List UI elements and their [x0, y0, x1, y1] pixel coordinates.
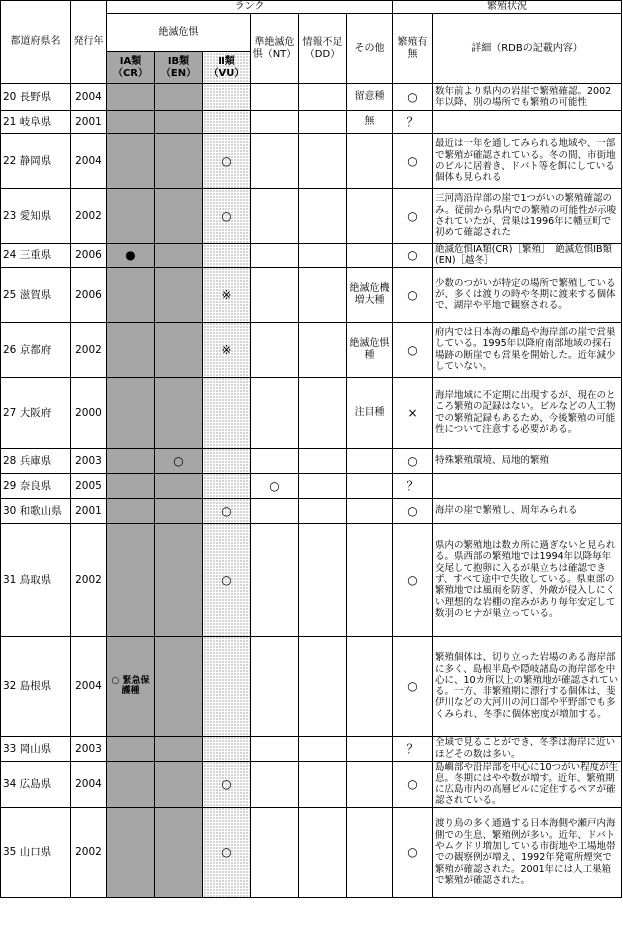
- header-zetsumetsu: 絶滅危惧: [107, 14, 251, 52]
- other-cell: [347, 189, 393, 244]
- ii-cell: [203, 736, 251, 761]
- breeding-cell: ○: [393, 761, 433, 807]
- breeding-cell: ○: [393, 523, 433, 636]
- table-row: [1, 244, 622, 268]
- pref-cell: 28 兵庫県: [1, 448, 71, 473]
- ia-cell: [107, 448, 155, 473]
- table-row: [1, 267, 622, 322]
- detail-cell: 少数のつがいが特定の場所で繁殖しているが、多くは渡りの時や冬期に渡来する個体で、湖岸や平地で観察される。: [433, 267, 622, 322]
- other-cell: [347, 473, 393, 498]
- nt-cell: [251, 267, 299, 322]
- ii-cell: [203, 636, 251, 736]
- ii-cell: [203, 448, 251, 473]
- header-ib-code: （EN）: [160, 67, 197, 79]
- year-cell: 2002: [71, 523, 107, 636]
- header-nt: 準絶滅危惧（NT）: [251, 14, 299, 84]
- dd-cell: [299, 322, 347, 377]
- ii-cell: ○: [203, 761, 251, 807]
- year-cell: 2004: [71, 761, 107, 807]
- ib-cell: [155, 322, 203, 377]
- header-breeding: 繁殖状況: [393, 1, 622, 14]
- pref-cell: 35 山口県: [1, 807, 71, 897]
- table-row: [1, 473, 622, 498]
- breeding-cell: ○: [393, 448, 433, 473]
- table-row: [1, 636, 622, 736]
- table-row: [1, 448, 622, 473]
- ia-cell: [107, 498, 155, 523]
- nt-cell: [251, 189, 299, 244]
- pref-cell: 25 滋賀県: [1, 267, 71, 322]
- year-cell: 2000: [71, 377, 107, 448]
- breeding-cell: ○: [393, 636, 433, 736]
- detail-cell: [433, 473, 622, 498]
- other-cell: 絶滅危惧種: [347, 322, 393, 377]
- year-cell: 2004: [71, 84, 107, 111]
- header-rank: ランク: [107, 1, 393, 14]
- year-cell: 2006: [71, 267, 107, 322]
- ib-cell: [155, 111, 203, 134]
- ia-cell: [107, 111, 155, 134]
- ib-cell: ○: [155, 448, 203, 473]
- nt-cell: [251, 448, 299, 473]
- year-cell: 2001: [71, 111, 107, 134]
- year-cell: 2003: [71, 736, 107, 761]
- year-cell: 2002: [71, 807, 107, 897]
- detail-cell: 最近は一年を通してみられる地域や、一部で繁殖が確認されている。冬の間、市街地のビルに居着き、ドバト等を餌にしている個体も見られる: [433, 134, 622, 189]
- other-cell: [347, 244, 393, 268]
- table-body: [1, 84, 622, 898]
- table-row: [1, 189, 622, 244]
- dd-cell: [299, 267, 347, 322]
- dd-cell: [299, 523, 347, 636]
- detail-cell: 海岸の崖で繁殖し、周年みられる: [433, 498, 622, 523]
- ib-cell: [155, 244, 203, 268]
- ib-cell: [155, 84, 203, 111]
- ia-cell: [107, 377, 155, 448]
- ia-cell: [107, 807, 155, 897]
- breeding-cell: ？: [393, 473, 433, 498]
- table-row: [1, 377, 622, 448]
- nt-cell: ○: [251, 473, 299, 498]
- nt-cell: [251, 134, 299, 189]
- other-cell: [347, 636, 393, 736]
- ia-cell: [107, 736, 155, 761]
- pref-cell: 23 愛知県: [1, 189, 71, 244]
- year-cell: 2004: [71, 134, 107, 189]
- dd-cell: [299, 244, 347, 268]
- pref-cell: 20 長野県: [1, 84, 71, 111]
- ia-cell: [107, 473, 155, 498]
- nt-cell: [251, 84, 299, 111]
- dd-cell: [299, 377, 347, 448]
- nt-cell: [251, 244, 299, 268]
- ii-cell: ※: [203, 322, 251, 377]
- other-cell: 絶滅危機増大種: [347, 267, 393, 322]
- dd-cell: [299, 448, 347, 473]
- other-cell: 留意種: [347, 84, 393, 111]
- header-year: 発行年: [71, 1, 107, 84]
- ii-cell: [203, 244, 251, 268]
- other-cell: [347, 134, 393, 189]
- table-row: [1, 761, 622, 807]
- ia-cell: [107, 761, 155, 807]
- detail-cell: [433, 111, 622, 134]
- pref-cell: 33 岡山県: [1, 736, 71, 761]
- dd-cell: [299, 498, 347, 523]
- ii-cell: ○: [203, 807, 251, 897]
- breeding-cell: ？: [393, 111, 433, 134]
- pref-cell: 31 鳥取県: [1, 523, 71, 636]
- ib-cell: [155, 498, 203, 523]
- detail-cell: 島嶼部や沿岸部を中心に10つがい程度が生息。冬期にはやや数が増す。近年、繁殖期に広島市内の高層ビルに定住するペアが確認されている。: [433, 761, 622, 807]
- breeding-cell: ○: [393, 244, 433, 268]
- dd-cell: [299, 189, 347, 244]
- detail-cell: 数年前より県内の岩崖で繁殖確認。2002年以降、別の場所でも繁殖の可能性: [433, 84, 622, 111]
- year-cell: 2005: [71, 473, 107, 498]
- ii-cell: ○: [203, 134, 251, 189]
- dd-cell: [299, 761, 347, 807]
- nt-cell: [251, 736, 299, 761]
- breeding-cell: ？: [393, 736, 433, 761]
- nt-cell: [251, 498, 299, 523]
- breeding-cell: ○: [393, 807, 433, 897]
- ib-cell: [155, 636, 203, 736]
- ia-cell: [107, 189, 155, 244]
- breeding-cell: ○: [393, 134, 433, 189]
- ia-cell: ●: [107, 244, 155, 268]
- dd-cell: [299, 111, 347, 134]
- year-cell: 2006: [71, 244, 107, 268]
- header-ia-label: ⅠA類: [119, 55, 142, 67]
- ib-cell: [155, 473, 203, 498]
- pref-cell: 32 島根県: [1, 636, 71, 736]
- header-other: その他: [347, 14, 393, 84]
- header-ia-code: （CR）: [112, 67, 149, 79]
- year-cell: 2003: [71, 448, 107, 473]
- ia-cell: [107, 636, 155, 736]
- ib-cell: [155, 761, 203, 807]
- detail-cell: 府内では日本海の離島や海岸部の崖で営巣している。1995年以降府南部地域の採石場跡の断崖でも営巣を開始した。近年減少していない。: [433, 322, 622, 377]
- ib-cell: [155, 134, 203, 189]
- ia-cell: [107, 322, 155, 377]
- detail-cell: 三河湾沿岸部の崖で1つがいの繁殖確認のみ。従前から県内での繁殖の可能性が示唆されていたが、営巣は1996年に幡豆町で初めて確認された: [433, 189, 622, 244]
- ii-cell: ※: [203, 267, 251, 322]
- other-cell: 注目種: [347, 377, 393, 448]
- year-cell: 2001: [71, 498, 107, 523]
- pref-cell: 34 広島県: [1, 761, 71, 807]
- detail-cell: 絶滅危惧IA類(CR)［繁殖］ 絶滅危惧IB類(EN)［越冬］: [433, 244, 622, 268]
- header-ib-label: ⅠB類: [167, 55, 190, 67]
- ib-cell: [155, 267, 203, 322]
- other-cell: [347, 736, 393, 761]
- ia-cell: [107, 84, 155, 111]
- ii-cell: ○: [203, 498, 251, 523]
- pref-cell: 30 和歌山県: [1, 498, 71, 523]
- header-ib: [155, 52, 203, 84]
- nt-cell: [251, 523, 299, 636]
- nt-cell: [251, 377, 299, 448]
- dd-cell: [299, 473, 347, 498]
- pref-cell: 22 静岡県: [1, 134, 71, 189]
- breeding-cell: ○: [393, 498, 433, 523]
- other-cell: [347, 448, 393, 473]
- breeding-cell: ○: [393, 84, 433, 111]
- breeding-cell: ×: [393, 377, 433, 448]
- dd-cell: [299, 84, 347, 111]
- other-cell: [347, 761, 393, 807]
- header-ia: [107, 52, 155, 84]
- header-ii: [203, 52, 251, 84]
- year-cell: 2002: [71, 189, 107, 244]
- nt-cell: [251, 761, 299, 807]
- ia-cell: [107, 267, 155, 322]
- header-dd: 情報不足（DD）: [299, 14, 347, 84]
- pref-cell: 21 岐阜県: [1, 111, 71, 134]
- ia-cell: [107, 523, 155, 636]
- urgent-protection-label: ○ 緊急保護種: [111, 676, 150, 697]
- ii-cell: [203, 111, 251, 134]
- table-row: [1, 736, 622, 761]
- other-cell: [347, 523, 393, 636]
- table-row: [1, 322, 622, 377]
- dd-cell: [299, 807, 347, 897]
- year-cell: 2004: [71, 636, 107, 736]
- table-row: [1, 498, 622, 523]
- other-cell: 無: [347, 111, 393, 134]
- dd-cell: [299, 736, 347, 761]
- detail-cell: 渡り鳥の多く通過する日本海側や瀬戸内海側での生息、繁殖例が多い。近年、ドバトやムクドリ増加している市街地や工場地帯での観察例が増え、1992年発電所煙突で繁殖が確認された。2001年には人工巣箱で繁殖が確認された。: [433, 807, 622, 897]
- ii-cell: [203, 377, 251, 448]
- detail-cell: 海岸地域に不定期に出現するが、現在のところ繁殖の記録はない。ビルなどの人工物での繁殖記録もあるため、今後繁殖の可能性について注意する必要がある。: [433, 377, 622, 448]
- ib-cell: [155, 189, 203, 244]
- ib-cell: [155, 523, 203, 636]
- ib-cell: [155, 377, 203, 448]
- header-detail: 詳細（RDBの記載内容）: [433, 14, 622, 84]
- dd-cell: [299, 134, 347, 189]
- table-row: [1, 523, 622, 636]
- detail-cell: 繁殖個体は、切り立った岩場のある海岸部に多く、島根半島や隠岐諸島の海岸部を中心に、10カ所以上の繁殖地が確認されている。一方、非繁殖期に漂行する個体は、斐伊川などの大河川の河口部や平野部でも多くみられ、冬季に個体密度が増加する。: [433, 636, 622, 736]
- detail-cell: 特殊繁殖環境、局地的繁殖: [433, 448, 622, 473]
- other-cell: [347, 807, 393, 897]
- ii-cell: ○: [203, 189, 251, 244]
- ia-cell: [107, 134, 155, 189]
- pref-cell: 29 奈良県: [1, 473, 71, 498]
- pref-cell: 26 京都府: [1, 322, 71, 377]
- table-row: [1, 134, 622, 189]
- header-pref: 都道府県名: [1, 1, 71, 84]
- ib-cell: [155, 807, 203, 897]
- ii-cell: ○: [203, 523, 251, 636]
- nt-cell: [251, 636, 299, 736]
- pref-cell: 24 三重県: [1, 244, 71, 268]
- nt-cell: [251, 111, 299, 134]
- ii-cell: [203, 84, 251, 111]
- year-cell: 2002: [71, 322, 107, 377]
- breeding-cell: ○: [393, 267, 433, 322]
- table-row: [1, 111, 622, 134]
- table-row: [1, 807, 622, 897]
- nt-cell: [251, 807, 299, 897]
- breeding-cell: ○: [393, 189, 433, 244]
- breeding-cell: ○: [393, 322, 433, 377]
- header-ii-label: Ⅱ類: [218, 55, 235, 67]
- pref-cell: 27 大阪府: [1, 377, 71, 448]
- other-cell: [347, 498, 393, 523]
- header-ii-code: （VU）: [208, 67, 245, 79]
- header-breeding-yn: 繁殖有無: [393, 14, 433, 84]
- ii-cell: [203, 473, 251, 498]
- detail-cell: 全域で見ることができ、冬季は海岸に近いほどその数は多い。: [433, 736, 622, 761]
- table-row: [1, 84, 622, 111]
- dd-cell: [299, 636, 347, 736]
- ib-cell: [155, 736, 203, 761]
- detail-cell: 県内の繁殖地は数カ所に過ぎないと見られる。県西部の繁殖地では1994年以降毎年交尾して抱卵に入るが巣立ちは確認できず、すべて途中で失敗している。県東部の繁殖地では風雨を防ぎ、外敵が侵入しにくい理想的な岩棚の窪みがあり毎年安定して数羽のヒナが巣立っている。: [433, 523, 622, 636]
- nt-cell: [251, 322, 299, 377]
